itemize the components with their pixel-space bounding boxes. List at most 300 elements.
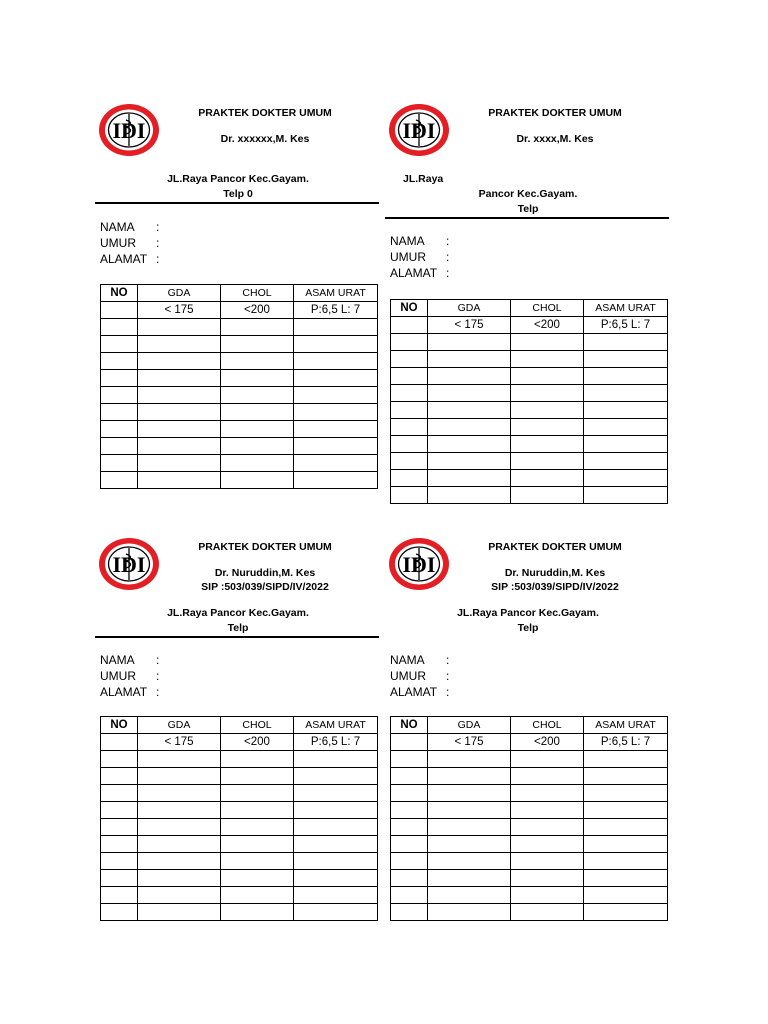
column-header: GDA xyxy=(428,717,511,734)
table-cell[interactable] xyxy=(138,768,221,785)
table-row xyxy=(101,472,378,489)
lab-results-table xyxy=(390,299,668,504)
field-separator: : xyxy=(446,266,450,280)
address-line-1: JL.Raya Pancor Kec.Gayam. xyxy=(167,607,309,619)
reference-value xyxy=(101,734,138,751)
table-cell[interactable] xyxy=(138,421,221,438)
table-cell[interactable] xyxy=(294,370,378,387)
reference-value: <200 xyxy=(221,734,294,751)
table-cell[interactable] xyxy=(428,385,511,402)
table-cell[interactable] xyxy=(391,334,428,351)
table-cell[interactable] xyxy=(584,453,668,470)
table-cell[interactable] xyxy=(428,334,511,351)
table-cell[interactable] xyxy=(584,904,668,921)
table-cell[interactable] xyxy=(511,853,584,870)
table-row xyxy=(101,853,378,870)
table-row xyxy=(101,836,378,853)
reference-value: < 175 xyxy=(428,317,511,334)
table-row xyxy=(101,768,378,785)
table-row xyxy=(101,421,378,438)
column-header: NO xyxy=(391,300,428,317)
table-header-row xyxy=(391,300,668,317)
table-cell[interactable] xyxy=(138,455,221,472)
table-row xyxy=(391,870,668,887)
table-header-row xyxy=(391,717,668,734)
field-nama xyxy=(100,652,159,668)
table-cell[interactable] xyxy=(428,470,511,487)
table-cell[interactable] xyxy=(391,870,428,887)
table-cell[interactable] xyxy=(294,387,378,404)
table-cell[interactable] xyxy=(138,904,221,921)
table-cell[interactable] xyxy=(584,836,668,853)
table-cell[interactable] xyxy=(138,438,221,455)
reference-values-row xyxy=(101,734,378,751)
table-row xyxy=(101,455,378,472)
table-cell[interactable] xyxy=(101,768,138,785)
table-cell[interactable] xyxy=(221,438,294,455)
table-cell[interactable] xyxy=(391,768,428,785)
table-cell[interactable] xyxy=(511,419,584,436)
table-row xyxy=(391,819,668,836)
address-line-2: Pancor Kec.Gayam. xyxy=(478,188,578,200)
table-cell[interactable] xyxy=(428,351,511,368)
table-cell[interactable] xyxy=(584,334,668,351)
field-label: UMUR xyxy=(100,236,136,250)
table-cell[interactable] xyxy=(391,853,428,870)
table-row xyxy=(101,319,378,336)
table-cell[interactable] xyxy=(391,785,428,802)
table-cell[interactable] xyxy=(391,368,428,385)
table-cell[interactable] xyxy=(428,785,511,802)
table-cell[interactable] xyxy=(428,836,511,853)
column-header: ASAM URAT xyxy=(584,300,668,317)
table-cell[interactable] xyxy=(138,751,221,768)
table-cell[interactable] xyxy=(428,904,511,921)
column-header: CHOL xyxy=(511,300,584,317)
table-cell[interactable] xyxy=(294,870,378,887)
table-row xyxy=(101,336,378,353)
table-row xyxy=(101,819,378,836)
table-cell[interactable] xyxy=(294,319,378,336)
table-cell[interactable] xyxy=(428,887,511,904)
table-cell[interactable] xyxy=(511,870,584,887)
field-nama xyxy=(390,233,449,249)
table-cell[interactable] xyxy=(101,887,138,904)
table-row xyxy=(391,853,668,870)
table-cell[interactable] xyxy=(511,334,584,351)
idi-logo xyxy=(387,536,451,592)
table-cell[interactable] xyxy=(101,336,138,353)
table-cell[interactable] xyxy=(101,387,138,404)
table-cell[interactable] xyxy=(221,785,294,802)
field-label: ALAMAT xyxy=(390,685,438,699)
phone-line: Telp xyxy=(517,203,539,215)
field-label: UMUR xyxy=(390,669,426,683)
table-row xyxy=(101,438,378,455)
table-cell[interactable] xyxy=(101,421,138,438)
table-cell[interactable] xyxy=(101,904,138,921)
table-cell[interactable] xyxy=(101,802,138,819)
idi-logo xyxy=(97,536,161,592)
table-cell[interactable] xyxy=(391,751,428,768)
table-cell[interactable] xyxy=(101,319,138,336)
table-cell[interactable] xyxy=(511,802,584,819)
table-row xyxy=(391,368,668,385)
column-header: NO xyxy=(391,717,428,734)
table-cell[interactable] xyxy=(221,819,294,836)
table-cell[interactable] xyxy=(584,819,668,836)
table-cell[interactable] xyxy=(428,802,511,819)
table-cell[interactable] xyxy=(584,768,668,785)
table-cell[interactable] xyxy=(428,853,511,870)
table-cell[interactable] xyxy=(221,455,294,472)
table-cell[interactable] xyxy=(221,751,294,768)
table-cell[interactable] xyxy=(391,487,428,504)
table-cell[interactable] xyxy=(511,402,584,419)
table-cell[interactable] xyxy=(584,853,668,870)
table-cell[interactable] xyxy=(294,768,378,785)
table-cell[interactable] xyxy=(138,836,221,853)
reference-value: < 175 xyxy=(138,302,221,319)
table-cell[interactable] xyxy=(294,819,378,836)
table-row xyxy=(101,802,378,819)
reference-value xyxy=(391,317,428,334)
clinic-title: PRAKTEK DOKTER UMUM xyxy=(198,541,332,553)
table-row xyxy=(101,870,378,887)
table-cell[interactable] xyxy=(428,768,511,785)
table-cell[interactable] xyxy=(101,370,138,387)
field-separator: : xyxy=(446,250,450,264)
table-cell[interactable] xyxy=(511,785,584,802)
table-cell[interactable] xyxy=(294,421,378,438)
clinic-title: PRAKTEK DOKTER UMUM xyxy=(198,107,332,119)
table-row xyxy=(101,751,378,768)
table-cell[interactable] xyxy=(138,404,221,421)
table-cell[interactable] xyxy=(428,819,511,836)
table-cell[interactable] xyxy=(584,887,668,904)
table-header-row xyxy=(101,285,378,302)
reference-value xyxy=(391,734,428,751)
table-row xyxy=(391,751,668,768)
table-cell[interactable] xyxy=(294,353,378,370)
logo-text: IDI xyxy=(402,118,436,143)
table-cell[interactable] xyxy=(428,751,511,768)
table-row xyxy=(391,785,668,802)
column-header: ASAM URAT xyxy=(584,717,668,734)
table-row xyxy=(101,370,378,387)
table-cell[interactable] xyxy=(138,336,221,353)
reference-value: P:6,5 L: 7 xyxy=(584,734,668,751)
table-row xyxy=(101,353,378,370)
table-row xyxy=(101,387,378,404)
table-cell[interactable] xyxy=(138,819,221,836)
table-row xyxy=(101,887,378,904)
table-cell[interactable] xyxy=(221,904,294,921)
column-header: GDA xyxy=(138,717,221,734)
table-cell[interactable] xyxy=(294,785,378,802)
column-header: CHOL xyxy=(221,285,294,302)
table-row xyxy=(391,351,668,368)
table-cell[interactable] xyxy=(138,853,221,870)
table-cell[interactable] xyxy=(221,387,294,404)
table-cell[interactable] xyxy=(221,768,294,785)
table-cell[interactable] xyxy=(138,387,221,404)
table-row xyxy=(391,887,668,904)
table-row xyxy=(391,419,668,436)
table-cell[interactable] xyxy=(584,470,668,487)
table-cell[interactable] xyxy=(221,802,294,819)
table-cell[interactable] xyxy=(101,819,138,836)
table-cell[interactable] xyxy=(511,904,584,921)
column-header: ASAM URAT xyxy=(294,717,378,734)
table-cell[interactable] xyxy=(101,404,138,421)
table-cell[interactable] xyxy=(511,768,584,785)
table-cell[interactable] xyxy=(221,353,294,370)
column-header: CHOL xyxy=(221,717,294,734)
field-nama xyxy=(390,652,449,668)
table-cell[interactable] xyxy=(584,870,668,887)
table-cell[interactable] xyxy=(101,472,138,489)
reference-value xyxy=(101,302,138,319)
table-cell[interactable] xyxy=(138,370,221,387)
reference-value: <200 xyxy=(511,317,584,334)
table-cell[interactable] xyxy=(391,453,428,470)
table-cell[interactable] xyxy=(584,487,668,504)
table-cell[interactable] xyxy=(391,470,428,487)
prescription-card-1 xyxy=(95,100,385,500)
field-label: NAMA xyxy=(390,653,425,667)
table-cell[interactable] xyxy=(221,887,294,904)
sip-number: SIP :503/039/SIPD/IV/2022 xyxy=(201,581,329,593)
table-cell[interactable] xyxy=(511,819,584,836)
column-header: NO xyxy=(101,285,138,302)
reference-values-row xyxy=(101,302,378,319)
prescription-card-4 xyxy=(385,534,675,934)
table-cell[interactable] xyxy=(101,853,138,870)
doctor-name: Dr. Nuruddin,M. Kes xyxy=(504,567,606,579)
address-line-1: JL.Raya xyxy=(403,173,444,185)
table-cell[interactable] xyxy=(101,870,138,887)
table-cell[interactable] xyxy=(138,887,221,904)
table-cell[interactable] xyxy=(221,421,294,438)
table-cell[interactable] xyxy=(511,385,584,402)
table-row xyxy=(391,453,668,470)
table-cell[interactable] xyxy=(584,385,668,402)
table-header-row xyxy=(101,717,378,734)
table-cell[interactable] xyxy=(101,785,138,802)
field-separator: : xyxy=(156,685,160,699)
table-cell[interactable] xyxy=(221,472,294,489)
table-cell[interactable] xyxy=(138,870,221,887)
table-cell[interactable] xyxy=(584,368,668,385)
table-cell[interactable] xyxy=(101,836,138,853)
table-cell[interactable] xyxy=(428,453,511,470)
doctor-name: Dr. xxxx,M. Kes xyxy=(516,133,594,145)
table-cell[interactable] xyxy=(294,751,378,768)
table-cell[interactable] xyxy=(138,802,221,819)
table-cell[interactable] xyxy=(138,785,221,802)
table-row xyxy=(391,802,668,819)
header-divider xyxy=(95,636,379,638)
table-row xyxy=(101,404,378,421)
table-cell[interactable] xyxy=(428,419,511,436)
table-row xyxy=(391,487,668,504)
table-cell[interactable] xyxy=(391,385,428,402)
reference-value: P:6,5 L: 7 xyxy=(584,317,668,334)
table-cell[interactable] xyxy=(294,455,378,472)
table-cell[interactable] xyxy=(391,904,428,921)
doctor-name: Dr. xxxxxx,M. Kes xyxy=(220,133,310,145)
table-cell[interactable] xyxy=(101,751,138,768)
clinic-title: PRAKTEK DOKTER UMUM xyxy=(488,107,622,119)
table-cell[interactable] xyxy=(584,402,668,419)
table-cell[interactable] xyxy=(428,436,511,453)
logo-text: IDI xyxy=(112,552,146,577)
table-cell[interactable] xyxy=(428,402,511,419)
idi-logo xyxy=(97,102,161,158)
table-row xyxy=(391,436,668,453)
field-separator: : xyxy=(446,669,450,683)
table-cell[interactable] xyxy=(294,853,378,870)
field-umur xyxy=(390,249,449,265)
table-cell[interactable] xyxy=(101,455,138,472)
table-cell[interactable] xyxy=(391,836,428,853)
table-cell[interactable] xyxy=(138,353,221,370)
table-cell[interactable] xyxy=(221,319,294,336)
table-cell[interactable] xyxy=(584,802,668,819)
table-cell[interactable] xyxy=(584,436,668,453)
doctor-name: Dr. Nuruddin,M. Kes xyxy=(214,567,316,579)
table-cell[interactable] xyxy=(391,819,428,836)
prescription-card-2 xyxy=(385,100,675,510)
table-cell[interactable] xyxy=(511,470,584,487)
field-separator: : xyxy=(446,685,450,699)
column-header: GDA xyxy=(428,300,511,317)
table-cell[interactable] xyxy=(511,436,584,453)
table-cell[interactable] xyxy=(294,802,378,819)
table-cell[interactable] xyxy=(391,436,428,453)
field-separator: : xyxy=(156,252,160,266)
table-row xyxy=(391,768,668,785)
field-umur xyxy=(100,668,159,684)
table-cell[interactable] xyxy=(511,487,584,504)
field-label: NAMA xyxy=(100,220,135,234)
header-divider xyxy=(385,217,669,219)
field-nama xyxy=(100,219,159,235)
table-cell[interactable] xyxy=(428,487,511,504)
table-cell[interactable] xyxy=(584,785,668,802)
reference-values-row xyxy=(391,317,668,334)
table-row xyxy=(391,470,668,487)
table-cell[interactable] xyxy=(511,751,584,768)
table-cell[interactable] xyxy=(294,836,378,853)
reference-values-row xyxy=(391,734,668,751)
table-cell[interactable] xyxy=(511,368,584,385)
table-cell[interactable] xyxy=(391,419,428,436)
clinic-title: PRAKTEK DOKTER UMUM xyxy=(488,541,622,553)
field-label: UMUR xyxy=(390,250,426,264)
table-cell[interactable] xyxy=(101,353,138,370)
field-separator: : xyxy=(156,236,160,250)
table-cell[interactable] xyxy=(511,453,584,470)
table-cell[interactable] xyxy=(511,836,584,853)
table-cell[interactable] xyxy=(391,887,428,904)
sip-number: SIP :503/039/SIPD/IV/2022 xyxy=(491,581,619,593)
address-line-1: JL.Raya Pancor Kec.Gayam. xyxy=(457,607,599,619)
lab-results-table xyxy=(390,716,668,921)
field-umur xyxy=(100,235,159,251)
table-cell[interactable] xyxy=(221,853,294,870)
field-alamat xyxy=(390,684,449,700)
table-cell[interactable] xyxy=(511,351,584,368)
column-header: GDA xyxy=(138,285,221,302)
phone-line: Telp 0 xyxy=(223,188,253,200)
logo-text: IDI xyxy=(112,118,146,143)
table-row xyxy=(391,385,668,402)
table-cell[interactable] xyxy=(294,404,378,421)
phone-line: Telp xyxy=(517,622,539,634)
lab-results-table xyxy=(100,284,378,489)
field-separator: : xyxy=(156,653,160,667)
table-cell[interactable] xyxy=(221,404,294,421)
table-cell[interactable] xyxy=(138,319,221,336)
field-label: NAMA xyxy=(390,234,425,248)
table-cell[interactable] xyxy=(294,904,378,921)
table-cell[interactable] xyxy=(584,351,668,368)
table-cell[interactable] xyxy=(391,402,428,419)
table-row xyxy=(391,334,668,351)
table-row xyxy=(101,904,378,921)
reference-value: < 175 xyxy=(428,734,511,751)
field-alamat xyxy=(100,684,159,700)
field-alamat xyxy=(390,265,449,281)
field-label: NAMA xyxy=(100,653,135,667)
logo-text: IDI xyxy=(402,552,436,577)
table-cell[interactable] xyxy=(294,472,378,489)
table-row xyxy=(101,785,378,802)
table-cell[interactable] xyxy=(584,419,668,436)
table-cell[interactable] xyxy=(294,438,378,455)
table-cell[interactable] xyxy=(428,870,511,887)
column-header: ASAM URAT xyxy=(294,285,378,302)
lab-results-table xyxy=(100,716,378,921)
field-label: ALAMAT xyxy=(390,266,438,280)
column-header: NO xyxy=(101,717,138,734)
table-cell[interactable] xyxy=(294,336,378,353)
table-cell[interactable] xyxy=(428,368,511,385)
table-cell[interactable] xyxy=(221,836,294,853)
reference-value: <200 xyxy=(221,302,294,319)
table-cell[interactable] xyxy=(584,751,668,768)
field-separator: : xyxy=(156,220,160,234)
field-umur xyxy=(390,668,449,684)
table-cell[interactable] xyxy=(101,438,138,455)
phone-line: Telp xyxy=(227,622,249,634)
field-label: UMUR xyxy=(100,669,136,683)
reference-value: P:6,5 L: 7 xyxy=(294,302,378,319)
table-cell[interactable] xyxy=(138,472,221,489)
field-separator: : xyxy=(446,653,450,667)
table-cell[interactable] xyxy=(294,887,378,904)
table-cell[interactable] xyxy=(221,336,294,353)
table-cell[interactable] xyxy=(391,351,428,368)
prescription-card-3 xyxy=(95,534,385,934)
table-cell[interactable] xyxy=(221,370,294,387)
column-header: CHOL xyxy=(511,717,584,734)
table-cell[interactable] xyxy=(391,802,428,819)
table-cell[interactable] xyxy=(221,870,294,887)
table-cell[interactable] xyxy=(511,887,584,904)
